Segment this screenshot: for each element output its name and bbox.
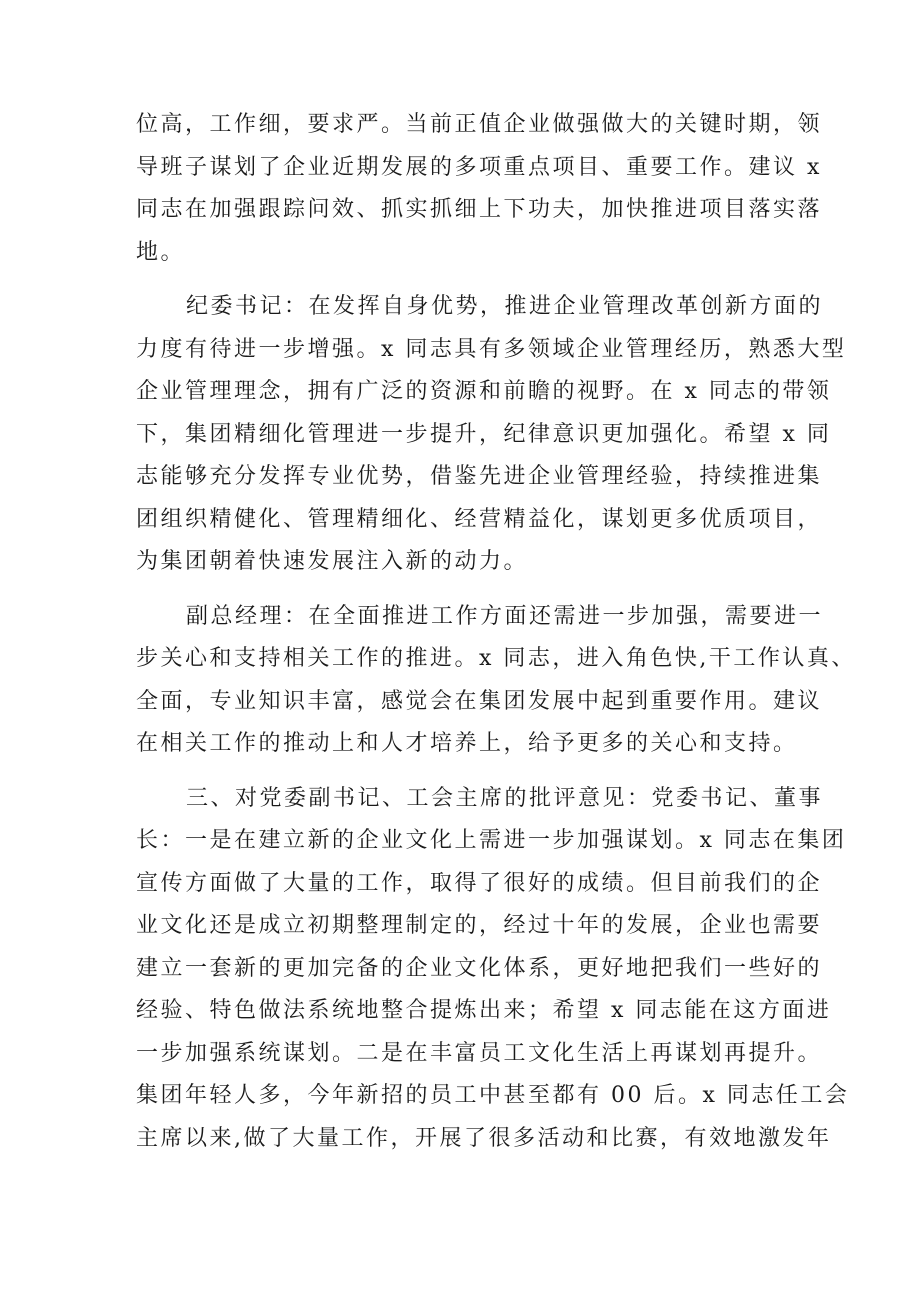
text-line: 主席以来,做了大量工作，开展了很多活动和比赛，有效地激发年 (136, 1125, 832, 1151)
text-line: 位高，工作细，要求严。当前正值企业做强做大的关键时期，领 (136, 112, 823, 137)
text-line: 纪委书记：在发挥自身优势，推进企业管理改革创新方面的 (186, 294, 824, 319)
paragraph-gap (136, 766, 796, 778)
paragraph-gap (136, 274, 796, 286)
text-line: 步关心和支持相关工作的推进。x 同志，进入角色快,干工作认真、 (136, 646, 856, 671)
paragraph-4 (136, 778, 850, 1161)
text-line: 志能够充分发挥专业优势，借鉴先进企业管理经验，持续推进集 (136, 464, 823, 489)
text-line: 一步加强系统谋划。二是在丰富员工文化生活上再谋划再提升。 (136, 1040, 823, 1066)
text-line: 在相关工作的推动上和人才培养上，给予更多的关心和支持。 (136, 731, 798, 756)
text-line: 下，集团精细化管理进一步提升，纪律意识更加强化。希望 x 同 (136, 421, 832, 447)
text-line: 三、对党委副书记、工会主席的批评意见：党委书记、董事 (186, 785, 824, 811)
text-line: 长：一是在建立新的企业文化上需进一步加强谋划。x 同志在集团 (136, 828, 847, 853)
text-line: 地。 (136, 239, 186, 265)
text-line: 宣传方面做了大量的工作，取得了很好的成绩。但目前我们的企 (136, 870, 823, 896)
paragraph-gap (136, 584, 796, 596)
paragraph-2 (136, 286, 847, 584)
text-line: 全面，专业知识丰富，感觉会在集团发展中起到重要作用。建议 (136, 688, 823, 714)
text-line: 集团年轻人多，今年新招的员工中甚至都有 00 后。x 同志任工会 (136, 1083, 850, 1108)
paragraph-3 (136, 596, 856, 766)
paragraph-1 (136, 104, 823, 274)
text-line: 团组织精健化、管理精细化、经营精益化，谋划更多优质项目， (136, 506, 823, 532)
text-line: 业文化还是成立初期整理制定的，经过十年的发展，企业也需要 (136, 913, 823, 938)
text-line: 导班子谋划了企业近期发展的多项重点项目、重要工作。建议 x (136, 154, 822, 180)
text-line: 为集团朝着快速发展注入新的动力。 (136, 549, 529, 574)
text-line: 同志在加强跟踪问效、抓实抓细上下功夫，加快推进项目落实落 (136, 197, 823, 222)
text-line: 力度有待进一步增强。x 同志具有多领域企业管理经历，熟悉大型 (136, 336, 847, 362)
text-line: 副总经理：在全面推进工作方面还需进一步加强，需要进一 (186, 603, 824, 629)
document-body (136, 104, 856, 1160)
text-line: 企业管理理念，拥有广泛的资源和前瞻的视野。在 x 同志的带领 (136, 379, 832, 404)
text-line: 经验、特色做法系统地整合提炼出来；希望 x 同志能在这方面进 (136, 998, 832, 1023)
text-line: 建立一套新的更加完备的企业文化体系，更好地把我们一些好的 (136, 955, 823, 981)
